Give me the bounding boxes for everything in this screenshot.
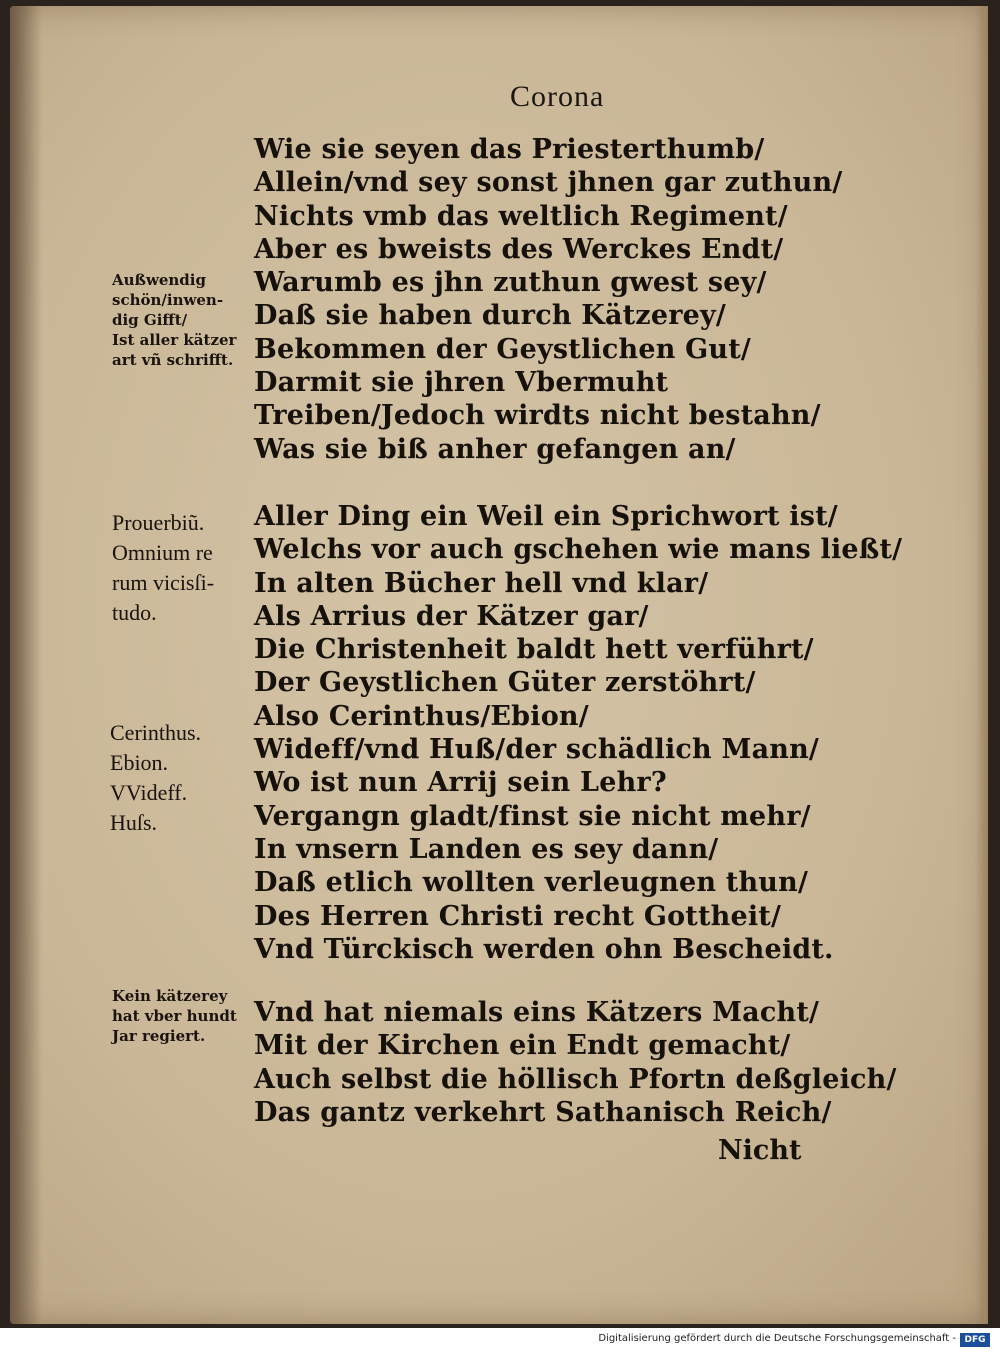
verse-line: Nichts vmb das weltlich Regiment/	[254, 200, 788, 232]
verse-line: Das gantz verkehrt Sathanisch Reich/	[254, 1096, 832, 1128]
verse-line: Des Herren Christi recht Gottheit/	[254, 900, 782, 932]
verse-line: Aber es bweists des Werckes Endt/	[254, 233, 784, 265]
footer-bar	[0, 1330, 1000, 1352]
stanza-2	[254, 500, 902, 966]
verse-line: Die Christenheit baldt hett verführt/	[254, 634, 814, 666]
margin-note-line: Huſs.	[110, 810, 158, 835]
verse-line: Aller Ding ein Weil ein Sprichwort ist/	[254, 501, 838, 532]
verse-line: Was sie biß anher gefangen an/	[254, 433, 736, 465]
dfg-logo-icon[interactable]: DFG	[960, 1333, 990, 1347]
margin-note-line: Ist aller kätzer	[112, 331, 237, 349]
margin-note-4	[112, 986, 237, 1046]
page-edge	[976, 6, 988, 1324]
verse-line: Wie sie seyen das Priesterthumb/	[254, 134, 765, 165]
verse-line: Vnd hat niemals eins Kätzers Macht/	[254, 997, 820, 1028]
verse-line: Vergangn gladt/finst sie nicht mehr/	[254, 800, 811, 832]
verse-line: Vnd Türckisch werden ohn Bescheidt.	[254, 933, 834, 965]
margin-note-3	[110, 718, 201, 838]
margin-note-line: rum vicisſi-	[112, 570, 215, 595]
margin-note-line: art vñ schrifft.	[112, 351, 234, 369]
stanza-1	[254, 133, 842, 466]
margin-note-line: Cerinthus.	[110, 720, 202, 745]
margin-note-2	[112, 508, 214, 628]
verse-line: Mit der Kirchen ein Endt gemacht/	[254, 1030, 791, 1062]
margin-note-line: hat vber hundt	[112, 1007, 237, 1025]
verse-line: Allein/vnd sey sonst jhnen gar zuthun/	[254, 167, 843, 199]
verse-line: Auch selbst die höllisch Pfortn deßgleich/	[254, 1063, 897, 1095]
verse-line: Welchs vor auch gschehen wie mans ließt/	[254, 534, 903, 566]
verse-line: Wideff/vnd Huß/der schädlich Mann/	[254, 734, 819, 766]
margin-note-line: Außwendig	[112, 271, 206, 289]
margin-note-1	[112, 270, 236, 370]
verse-line: Warumb es jhn zuthun gwest sey/	[254, 267, 767, 299]
margin-note-line: VVideff.	[110, 780, 188, 805]
verse-line: Wo ist nun Arrij sein Lehr?	[254, 767, 667, 799]
verse-line: In vnsern Landen es sey dann/	[254, 833, 719, 865]
verse-line: Bekommen der Geystlichen Gut/	[254, 333, 751, 365]
stanza-3	[254, 996, 897, 1129]
verse-line: Darmit sie jhren Vbermuht	[254, 367, 669, 399]
catchword: Nicht	[718, 1135, 802, 1166]
verse-line: Treiben/Jedoch wirdts nicht bestahn/	[254, 400, 821, 432]
margin-note-line: schön/inwen-	[112, 291, 224, 309]
running-head: Corona	[510, 80, 605, 113]
page-spine-shadow	[10, 6, 42, 1324]
verse-line: Der Geystlichen Güter zerstöhrt/	[254, 667, 756, 699]
margin-note-line: Kein kätzerey	[112, 987, 228, 1005]
margin-note-line: Omnium re	[112, 540, 213, 565]
funding-credit: Digitalisierung gefördert durch die Deutsche Forschungsgemeinschaft -	[598, 1333, 956, 1344]
verse-line: In alten Bücher hell vnd klar/	[254, 567, 709, 599]
verse-line: Also Cerinthus/Ebion/	[254, 700, 589, 732]
margin-note-line: Jar regiert.	[112, 1027, 206, 1045]
verse-line: Daß sie haben durch Kätzerey/	[254, 300, 726, 332]
margin-note-line: tudo.	[112, 600, 157, 625]
verse-line: Als Arrius der Kätzer gar/	[254, 600, 649, 632]
verse-line: Daß etlich wollten verleugnen thun/	[254, 867, 809, 899]
margin-note-line: dig Gifft/	[112, 311, 188, 329]
margin-note-line: Ebion.	[110, 750, 169, 775]
margin-note-line: Prouerbiũ.	[112, 510, 205, 535]
